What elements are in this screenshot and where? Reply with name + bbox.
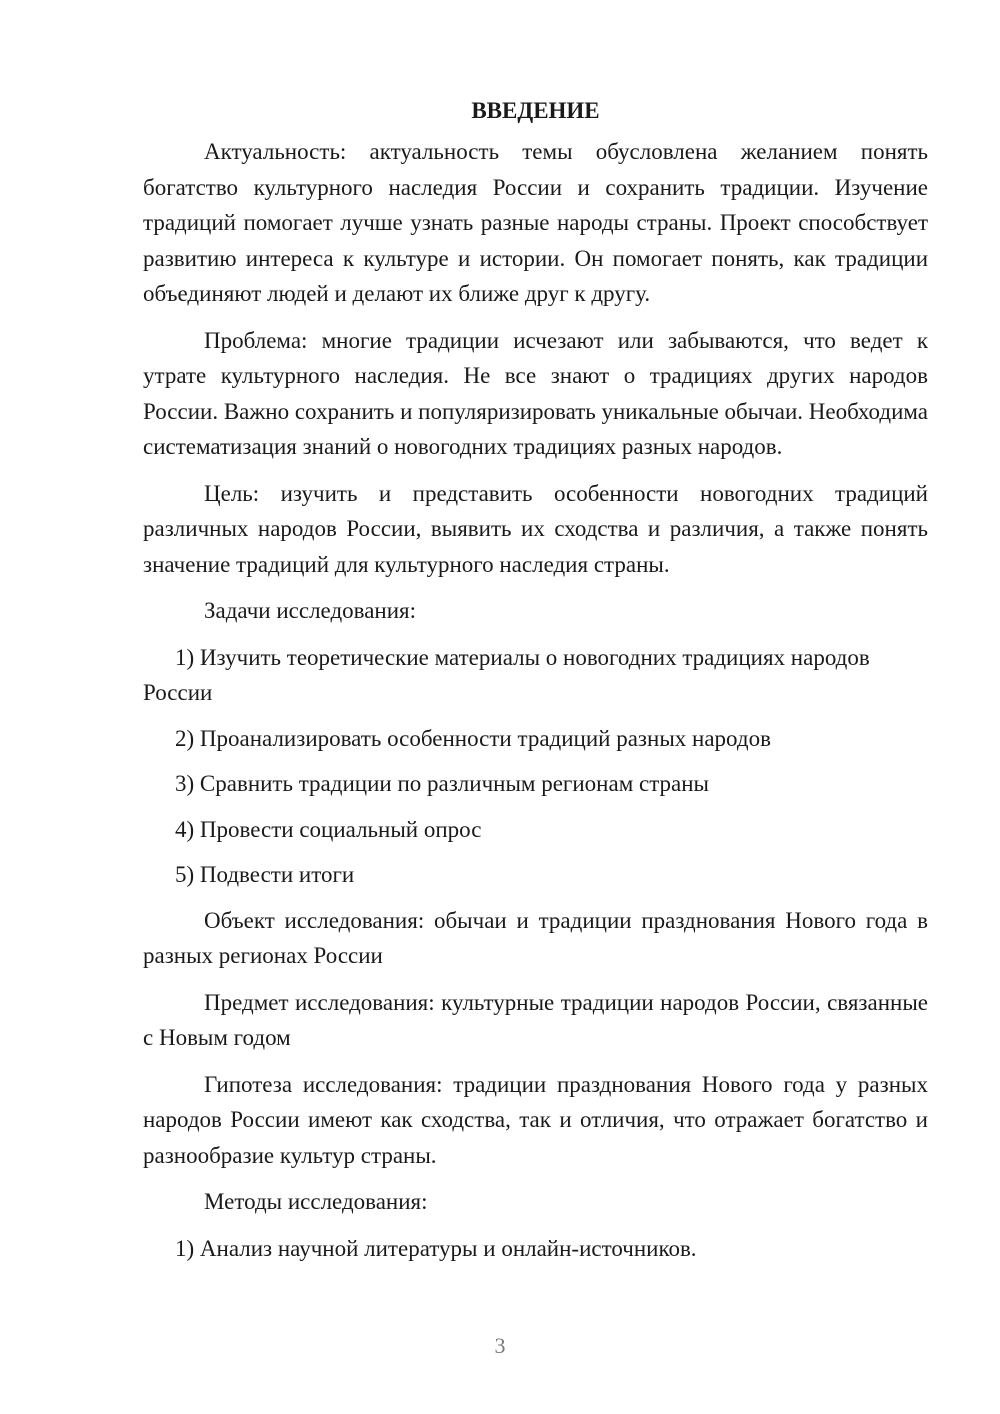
problem-paragraph: Проблема: многие традиции исчезают или забываются, что ведет к утрате культурного наследия. Не все знают о традициях других народов России. Важно сохранить и популяризировать уникальные обычаи. Необходима систематизация знаний о новогодних традициях разных народов.: [143, 327, 928, 459]
subject-paragraph: Предмет исследования: культурные традиции народов России, связанные с Новым годом: [143, 989, 928, 1050]
relevance-paragraph: Актуальность: актуальность темы обусловлена желанием понять богатство культурного наследия России и сохранить традиции. Изучение традиций помогает лучше узнать разные народы страны. Проект способствует развитию интереса к культуре и истории. Он помогает понять, как традиции объединяют людей и делают их ближе друг к другу.: [143, 139, 928, 306]
method-item: 1) Анализ научной литературы и онлайн-источников.: [175, 1235, 697, 1261]
page-title: ВВЕДЕНИЕ: [471, 98, 600, 123]
task-item: 3) Сравнить традиции по различным регионам страны: [175, 771, 710, 796]
page-body: [143, 96, 928, 1276]
methods-heading: Методы исследования:: [204, 1189, 428, 1214]
task-item: 2) Проанализировать особенности традиций разных народов: [175, 725, 771, 751]
goal-paragraph: Цель: изучить и представить особенности новогодних традиций различных народов России, выявить их сходства и различия, а также понять значение традиций для культурного наследия страны.: [143, 480, 928, 577]
tasks-heading: Задачи исследования:: [204, 598, 417, 623]
task-item: 1) Изучить теоретические материалы о новогодних традициях народов России: [143, 644, 870, 705]
page-number: 3: [494, 1333, 506, 1358]
object-paragraph: Объект исследования: обычаи и традиции празднования Нового года в разных регионах России: [143, 907, 928, 968]
hypothesis-paragraph: Гипотеза исследования: традиции празднования Нового года у разных народов России имеют как сходства, так и отличия, что отражает богатство и разнообразие культур страны.: [143, 1071, 928, 1168]
task-item: 4) Провести социальный опрос: [175, 816, 482, 842]
task-item: 5) Подвести итоги: [175, 862, 355, 887]
